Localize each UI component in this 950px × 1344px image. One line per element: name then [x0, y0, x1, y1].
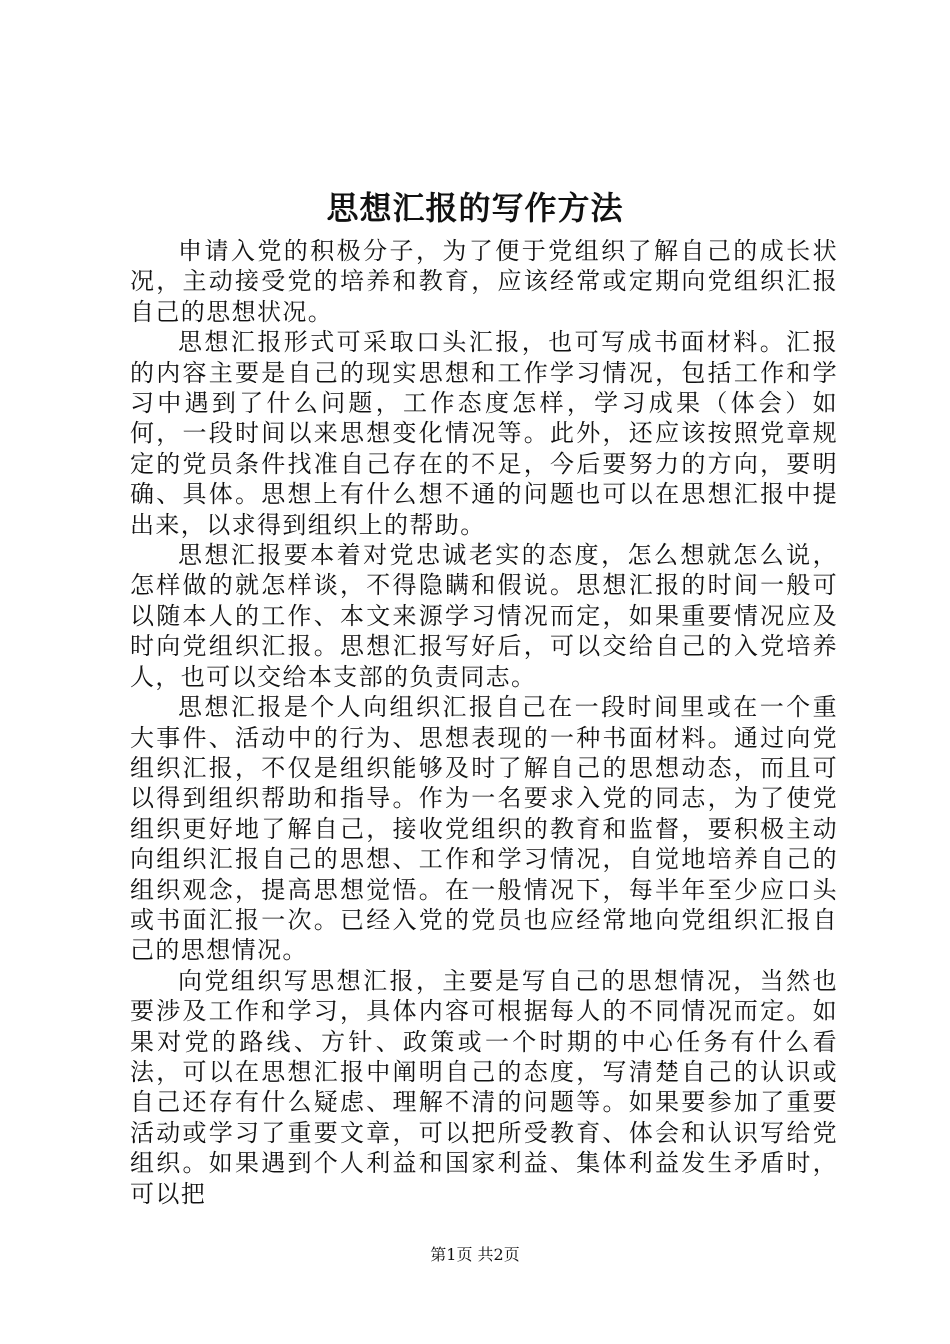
page-footer: 第1页 共2页: [430, 1245, 520, 1264]
document-body: [130, 236, 838, 1209]
paragraph-3: 思想汇报要本着对党忠诚老实的态度，怎么想就怎么说，怎样做的就怎样谈，不得隐瞒和假说。思想汇报的时间一般可以随本人的工作、本文来源学习情况而定，如果重要情况应及时向党组织汇报。思想汇报写好后，可以交给自己的入党培养人，也可以交给本支部的负责同志。: [130, 541, 838, 691]
paragraph-5: 向党组织写思想汇报，主要是写自己的思想情况，当然也要涉及工作和学习，具体内容可根据每人的不同情况而定。如果对党的路线、方针、政策或一个时期的中心任务有什么看法，可以在思想汇报中阐明自己的态度，写清楚自己的认识或自己还存有什么疑虑、理解不清的问题等。如果要参加了重要活动或学习了重要文章，可以把所受教育、体会和认识写给党组织。如果遇到个人利益和国家利益、集体利益发生矛盾时，可以把: [130, 966, 838, 1208]
document-title: 思想汇报的写作方法: [326, 189, 624, 227]
paragraph-4: 思想汇报是个人向组织汇报自己在一段时间里或在一个重大事件、活动中的行为、思想表现的一种书面材料。通过向党组织汇报，不仅是组织能够及时了解自己的思想动态，而且可以得到组织帮助和指导。作为一名要求入党的同志，为了使党组织更好地了解自己，接收党组织的教育和监督，要积极主动向组织汇报自己的思想、工作和学习情况，自觉地培养自己的组织观念，提高思想觉悟。在一般情况下，每半年至少应口头或书面汇报一次。已经入党的党员也应经常地向党组织汇报自己的思想情况。: [130, 693, 838, 965]
paragraph-1: 申请入党的积极分子，为了便于党组织了解自己的成长状况，主动接受党的培养和教育，应该经常或定期向党组织汇报自己的思想状况。: [130, 237, 838, 326]
paragraph-2: 思想汇报形式可采取口头汇报，也可写成书面材料。汇报的内容主要是自己的现实思想和工作学习情况，包括工作和学习中遇到了什么问题，工作态度怎样，学习成果（体会）如何，一段时间以来思想变化情况等。此外，还应该按照党章规定的党员条件找准自己存在的不足，今后要努力的方向，要明确、具体。思想上有什么想不通的问题也可以在思想汇报中提出来，以求得到组织上的帮助。: [130, 328, 838, 539]
